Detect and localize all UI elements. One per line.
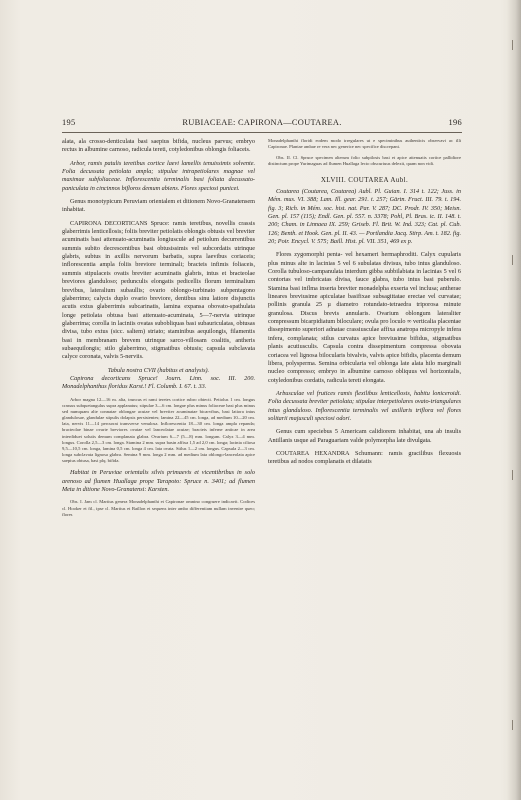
left-paragraph: Genus monotypicum Peruviam orientalem et ditionem Novo-Granatensem inhabitat. xyxy=(62,198,255,214)
left-paragraph: Habitat in Peruviae orientalis silvis primaevis et vicentibribus in solo arenoso ad flumen Huallaga prope Tarapoto: Spruce n. 3401; ad flumen Meta in ditione Novo-Granatensi: Karsten. xyxy=(62,469,255,494)
left-paragraph: Tabula nostra CVII (habitus et analysis). xyxy=(107,366,210,374)
right-paragraph: Coutarea (Coutarea, Coutarea) Aubl. Pl. Guian. I. 314 t. 122; Juss. in Mém. mus. VI. 388; Lam. Ill. gear. 291. t. 257; Gärtn. Fruct. III. 79. t. 194. fig. 3; Rich. in Mém. soc. hist. nat. Par. V. 287; DC. Prodr. IV. 350; Meisn. Gen. pl. 157 (115); Endl. Gen. pl. 557. n. 3378; Pohl, Pl. Bras. ic. II. 148. t. 200; Cham. in Linnaea IX. 259; Griseb. Fl. Brit. W. Ind. 323; Cat. pl. Cub. 126; Benth. et Hook. Gen. pl. II. 43. — Portlandia Jacq. Stirp. Am. t. 182. fig. 20; Poir. Encycl. V. 575; Baill. Hist. pl. VII. 351, 469 ex p. xyxy=(268,187,461,246)
right-paragraph: Monadelphanthi floridi eodem modo irregulares ut e speciminibus authenticis observavi ac illi Capironae. Plantae ambae re vera nec generice nec specifice discrepant. xyxy=(268,138,461,150)
left-paragraph: Capirona decorticans Spruce! Journ. Linn. soc. III. 200. Monadelphanthus floridus Karst.! Fl. Columb. I. 67. t. 33. xyxy=(62,374,255,391)
margin-mark xyxy=(512,720,517,730)
margin-mark xyxy=(512,255,517,265)
right-paragraph: XLVIII. COUTAREA Aubl. xyxy=(320,175,409,184)
left-paragraph: alata, ala crosso-denticulata basi saepius bifida, nucleus parvus; embryo rectus in albumine carnoso, radicula tereti, cotyledonibus oblongis foliaceis. xyxy=(62,138,255,154)
margin-mark xyxy=(512,470,517,480)
margin-mark xyxy=(512,40,517,50)
right-column xyxy=(268,138,461,467)
right-paragraph: Genus cum speciebus 5 Americam calidiorem inhabitat, una ab insulis Antillanis usque ad Paraguariam valde polymorpha late divulgata. xyxy=(268,428,461,444)
left-paragraph: CAPIRONA DECORTICANS Spruce: ramis teretibus, novellis crassis glaberrimis lenticellosis; foliis breviter petiolatis oblongis obtusis vel breviter acuminatis basi attenuato-acuminatis longiuscule ad petiolum decurrentibus summis subito decrescentibus basi obtusissimis vel subcordatis utrinque glabris, subtus in axillis nervorum barbatis, supra laevibus coriaceis; inflorescentia ampla foliis breviore terminali; bracteis infimis foliaceis, summis stipulaceis ovatis breviter acuminatis glabris, intus et bracteolae breviores glanduloso; pedunculis elongatis pedicellis florum terminalium brevibus, lateralium subaullis; ovario oblongo-turbinato subpentagono glaberrimo; calycis duplo ovario breviore, dentibus sinu latiore disjunctis acutis extus glaberrimis subcarinatis, lamina expansa obovato-spathulata longe petiolata obtusa basi attenuato-acuminata, 5—7-nervia utrinque glaberrima; corolla in laciniis ovatas subobliquas basi subauriculatas, obtusas divisa, tubo extus (sicc. saltem) striato; staminibus aequilongis, filamentis basi in membranam brevem utrinque sarco-villosam coalitis, antheris subaequilongis; stilo glaberrimo, stigmatibus obtusis; capsula subclavata calyce coronata, valvis 5-nerviis. xyxy=(62,219,255,361)
running-header xyxy=(62,118,462,132)
left-paragraph: Obs. I. Jam cl. Martius genera Monadelphanthi et Capironae omnino congruere indicavit. Codices cl. Hooker et fil., ipse cl. Martius et Baillon et sequens inter ambo differentiam nullam invenire queo; flores xyxy=(62,499,255,517)
header-rule xyxy=(62,132,462,133)
left-paragraph: Arbor, ramis patulis teretibus cortice laevi lamellis tenuissimis solvente. Folia decussata petiolata ampla; stipulae intrapetiolares magnae vel maximae subfoliaceae. Inflorescentia terminalis basi foliata decussato-paniculata in cincinnos bifloros demum abiens. Flores speciosi punicei. xyxy=(62,159,255,192)
right-paragraph: Obs. II. Cl. Spruce specimen alterum folio subpilosis basi et apice attenuatis cortice pallidiore distinctum prope Yurimaguas ad flumen Huallaga lecto obscuriuus delexit, quam non vidi. xyxy=(268,155,461,167)
page-edge-shadow xyxy=(507,0,521,800)
left-column xyxy=(62,138,255,518)
right-page-number: 196 xyxy=(448,118,462,127)
running-title: RUBIACEAE: CAPIRONA—COUTAREA. xyxy=(182,118,342,127)
left-paragraph: Arbor magna 12—16 m. alta, truncus et rami teretes cortice rubro obtecti. Petiolus 1 cm. longus crassus subquetangulus supra applanatus; stipulae 3—6 cm. longae plus minus foliaceae basi plus minus sed numquam alte connatae oblongae acutae vel breviter acuminatae bicarvibus, basi latiora intus glandulosae, glandulae stipulis dolapsis persistentes; lamina 22—45 cm. longa, ad medium 10—20 cm. lata, nervis 11—14 percurrat transverse venulosa. Inflorescentia 18—30 cm. longa ampla repanda; bracteolae binae ovarie breviores ovatae vel lanceolatae acutae; bracteis inferne anticae in area interdiduet solutis demum complanata glabra. Ovarium 6—7 (5—8) mm. longum. Calyx 3—4 mm. longus. Corolla 2,5—3 cm. longa. Stamina 2 mm. supra basin affixa 1,5 ad 2,0 cm. longa; lacinia ciliosa 9,5—10,5 cm. longa, lamina 0,5 cm. longa 4 cm. lata ovata. Stilus 1—2 cm. longus. Capsula 2—3 cm. longa subclavata lignosa glabra. Semina 9 mm. longa 2 mm. ad medium lata oblongo-lanceolata apice saepius obtusa, basi plq. bifida. xyxy=(62,396,255,464)
left-page-number: 195 xyxy=(62,118,76,127)
right-paragraph: COUTAREA HEXANDRA Schumann: ramis gracilibus flexuosis teretibus ad nodos complanatis et dilatatis xyxy=(268,449,461,466)
right-paragraph: Arbusculae vel frutices ramis flexilibus lenticellosis, habitu loniceroidi. Folia decussata breviter petiolata; stipulae interpetiolares ovato-triangulares intus glanduloso. Inflorescentia terminalis vel axillaris triflora vel flores solitarii majusculi speciosi odori. xyxy=(268,389,461,422)
right-paragraph: Flores zygomorphi penta- vel hexameri hermaphroditi. Calyx cupularis plus minus alte in lacinias 5 vel 6 subulatas divisus, tubo intus glanduloso. Corolla tubuloso-campanulata interdum gibba subbilabiata in lacinias 5 vel 6 contortas vel imbricatas divisa, fauce glabra, tubo intus basi puberulo. Stamina basi inflma inserta breviter monadelpha exserta vel inclusa; antherae lineares breviusime apiculatae basifixae subsagittatae erectae vel curvatae; pollinis granula 25 µ diametro rotundato-tetraedra triporosa minute granulosa. Discus brevis annularis. Ovarium oblongum lateraliter compressum bicarpidiatum biloculare; ovula pro loculo ∞ verticalia placentae dissepimento superiori adnatae crassiusculae affixa anatropa micropyle infera infera, complanata; stilus curvatus apice breviusime bifidus, stigmatibus planis acutiusculis. Capsula contra dissepimentum compressa obovata coriacea vel lignosa bilocularis bivalvis, valvis apice bifidis, placenta demum libera, polysperma. Semina orbicularia vel oblonga late alata hilo marginali nucleo compresso; embryo in albumine carnoso obliquus vel horizontalis, cotyledonibus cordatis, radicula tereti elongata. xyxy=(268,251,461,384)
